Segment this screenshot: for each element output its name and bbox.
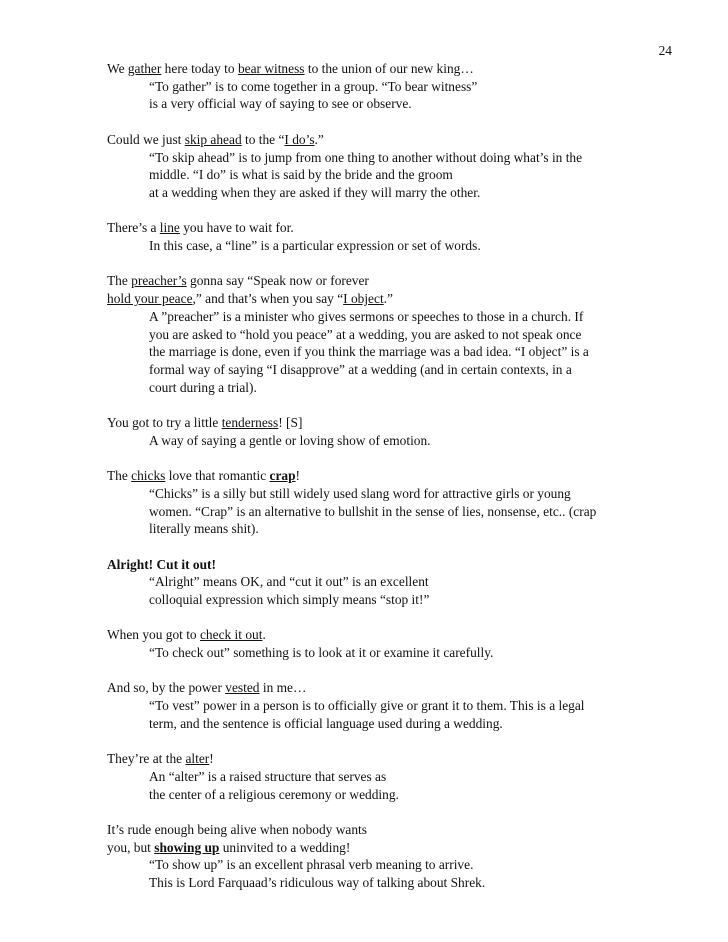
definition-line: the marriage is done, even if you think the marriage was a bad idea. “I object” is a xyxy=(149,344,589,360)
vocab-term: check it out xyxy=(199,627,263,643)
entry-vested xyxy=(107,679,687,732)
definition-line: In this case, a “line” is a particular expression or set of words. xyxy=(149,238,481,253)
quote-line xyxy=(107,556,687,574)
page-number: 24 xyxy=(658,43,672,58)
entry-line xyxy=(107,219,687,254)
vocab-term: gather xyxy=(127,61,162,76)
entry-alter xyxy=(107,750,687,803)
text: to the union of our new king… xyxy=(304,61,474,76)
definition-line: women. “Crap” is an alternative to bullshit in the sense of lies, nonsense, etc.. (crap xyxy=(149,503,597,519)
definition-line: A way of saying a gentle or loving show of emotion. xyxy=(149,432,431,448)
definition-line: is a very official way of saying to see or observe. xyxy=(149,96,412,112)
vocab-term: chicks xyxy=(131,468,166,484)
text: The xyxy=(107,273,132,289)
definition-line: the center of a religious ceremony or wedding. xyxy=(149,786,399,802)
vocab-term: alter xyxy=(185,751,210,767)
document-body xyxy=(107,60,687,910)
text: ,” and that’s when you say “ xyxy=(192,291,344,307)
text: love that romantic xyxy=(165,468,270,484)
text: in me… xyxy=(259,680,307,696)
definition-line: you are asked to “hold you peace” at a wedding, you are asked to not speak once xyxy=(149,326,582,342)
vocab-term: preacher’s xyxy=(131,273,187,289)
text: ! [S] xyxy=(278,415,303,430)
definition-line: literally means shit). xyxy=(149,521,259,537)
entry-skip-ahead xyxy=(107,131,687,202)
vocab-term: I do’s xyxy=(284,131,315,147)
text: gonna say “Speak now or forever xyxy=(186,273,369,289)
quote-line xyxy=(107,290,687,308)
quote-line xyxy=(107,626,687,644)
definition-line: colloquial expression which simply means “stop it!” xyxy=(149,592,430,607)
definition-line: court during a trial). xyxy=(149,379,257,395)
vocab-term: hold your peace xyxy=(107,291,193,307)
vocab-term: skip ahead xyxy=(184,131,242,147)
text: When you got to xyxy=(107,627,200,643)
text: . xyxy=(262,627,266,643)
quote-line xyxy=(107,219,687,237)
quote-line xyxy=(107,839,687,857)
entry-check-it-out xyxy=(107,626,687,661)
text: We xyxy=(107,61,128,76)
entry-gather xyxy=(107,60,687,113)
definition-line: “To skip ahead” is to jump from one thing to another without doing what’s in the xyxy=(149,149,583,165)
definition-line: This is Lord Farquaad’s ridiculous way of talking about Shrek. xyxy=(149,875,486,891)
text: Could we just xyxy=(107,131,185,147)
text: .” xyxy=(314,131,324,147)
entry-tenderness xyxy=(107,414,687,449)
definition-line: An “alter” is a raised structure that serves as xyxy=(149,768,387,784)
vocab-term-bold: crap xyxy=(269,468,296,484)
definition-line: “To vest” power in a person is to officially give or grant it to them. This is a legal xyxy=(149,698,585,714)
text: The xyxy=(107,468,132,484)
definition-line: “Chicks” is a silly but still widely used slang word for attractive girls or young xyxy=(149,485,571,501)
definition-line: at a wedding when they are asked if they will marry the other. xyxy=(149,184,481,200)
definition-line: “To check out” something is to look at it or examine it carefully. xyxy=(149,645,494,661)
entry-preacher xyxy=(107,272,687,396)
quote-line: It’s rude enough being alive when nobody wants xyxy=(107,822,367,838)
vocab-term: vested xyxy=(225,680,260,696)
text: uninvited to a wedding! xyxy=(219,839,351,855)
definition-line: term, and the sentence is official language used during a wedding. xyxy=(149,715,503,731)
text: They’re at the xyxy=(107,751,186,767)
quote-line xyxy=(107,750,687,768)
text: ! xyxy=(295,468,301,484)
text: There’s a xyxy=(107,220,160,236)
definition-line: “Alright” means OK, and “cut it out” is an excellent xyxy=(149,574,429,590)
text: You got to try a little xyxy=(107,415,222,430)
definition-line: A ”preacher” is a minister who gives sermons or speeches to those in a church. If xyxy=(149,308,584,324)
definition-line: “To gather” is to come together in a group. “To bear witness” xyxy=(149,78,478,94)
bold-quote: Alright! Cut it out! xyxy=(107,556,216,572)
vocab-term: bear witness xyxy=(237,61,305,76)
definition-line: middle. “I do” is what is said by the bride and the groom xyxy=(149,167,453,183)
text: you have to wait for. xyxy=(179,220,294,236)
quote-line xyxy=(107,467,687,485)
quote-line xyxy=(107,272,687,290)
text: you, but xyxy=(107,839,155,855)
vocab-term: tenderness xyxy=(221,415,279,430)
entry-cut-it-out xyxy=(107,556,687,609)
entry-chicks xyxy=(107,467,687,538)
text: ! xyxy=(209,751,214,767)
quote-line xyxy=(107,60,687,78)
definition-line: “To show up” is an excellent phrasal verb meaning to arrive. xyxy=(149,857,474,873)
quote-line xyxy=(107,679,687,697)
entry-showing-up xyxy=(107,821,687,892)
vocab-term: I object xyxy=(343,291,384,307)
text: .” xyxy=(383,291,393,307)
text: And so, by the power xyxy=(107,680,226,696)
vocab-term-bold: showing up xyxy=(154,839,220,855)
quote-line xyxy=(107,131,687,149)
text: here today to xyxy=(161,61,238,76)
quote-line xyxy=(107,414,687,432)
definition-line: formal way of saying “I disapprove” at a wedding (and in certain contexts, in a xyxy=(149,361,572,377)
vocab-term: line xyxy=(159,220,180,236)
text: to the “ xyxy=(241,131,285,147)
